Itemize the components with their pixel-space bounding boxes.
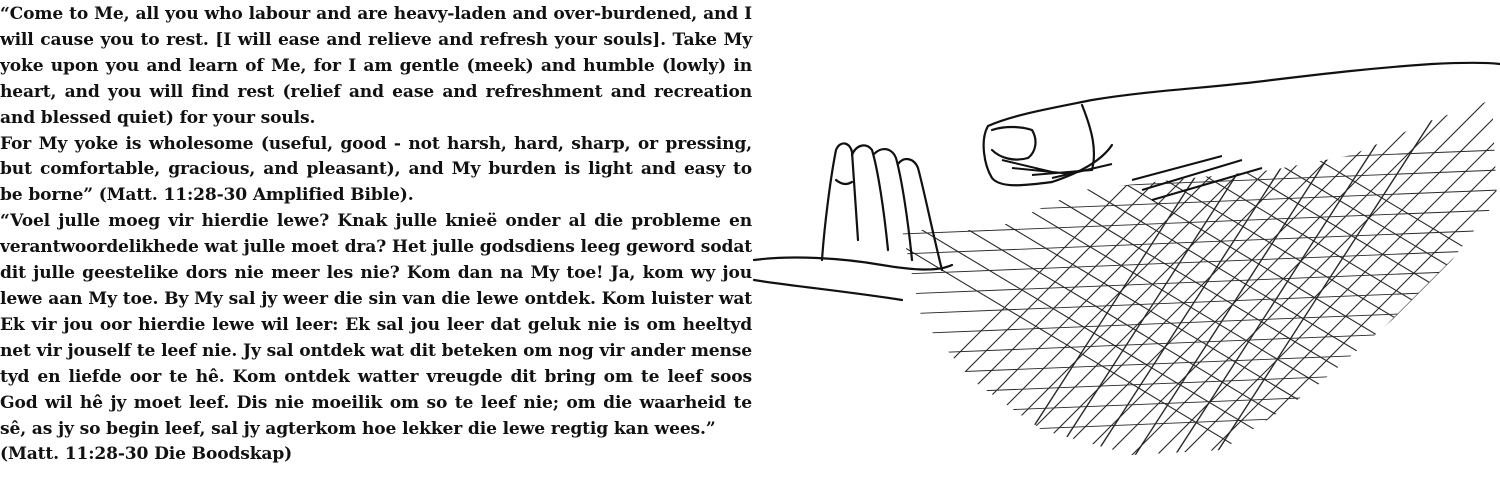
afrikaans-reference: (Matt. 11:28-30 Die Boodskap) [0, 444, 293, 465]
thumb-shadow [1002, 156, 1262, 200]
afrikaans-passage: “Voel julle moeg vir hierdie lewe? Knak julle knieë onder al die probleme en verantwoordelikhede wat julle moet dra? Het julle godsdiens leeg geword sodat dit julle geestelike dors nie meer les nie? Kom dan na My toe! Ja, kom wy jou lewe aan My toe. By My sal jy weer die sin van die lewe ontdek. Kom luister wat Ek vir jou oor hierdie lewe wil leer: Ek sal jou leer dat geluk nie is om heeltyd net vir jouself te leef nie. Jy sal ontdek wat dit beteken om nog vir ander mense tyd en liefde oor te hê. Kom ontdek watter vreugde dit bring om te leef soos God wil hê jy moet leef. Dis nie moeilik om so te leef nie; om die waarheid te sê, as jy so begin leef, sal jy agterkom hoe lekker die lewe regtig kan wees.” [0, 211, 752, 439]
english-verse-30: For My yoke is wholesome (useful, good - not harsh, hard, sharp, or pressing, but comfortable, gracious, and pleasant), and My burden is light and easy to be borne” (Matt. 11:28-30 Amplified Bible). [0, 133, 752, 206]
hand-outline [754, 63, 1500, 300]
open-hand-sketch-icon [752, 60, 1500, 460]
english-verse-28-29: “Come to Me, all you who labour and are heavy-laden and over-burdened, and I will cause you to rest. [I will ease and relieve and refresh your souls]. Take My yoke upon you and learn of Me, for I am gentle (meek) and humble (lowly) in heart, and you will find rest (relief and ease and refreshment and recreation and blessed quiet) for your souls. [0, 4, 752, 128]
scripture-text-block [0, 0, 752, 468]
open-hand-illustration [752, 60, 1500, 460]
hatch-shading [752, 60, 1500, 460]
